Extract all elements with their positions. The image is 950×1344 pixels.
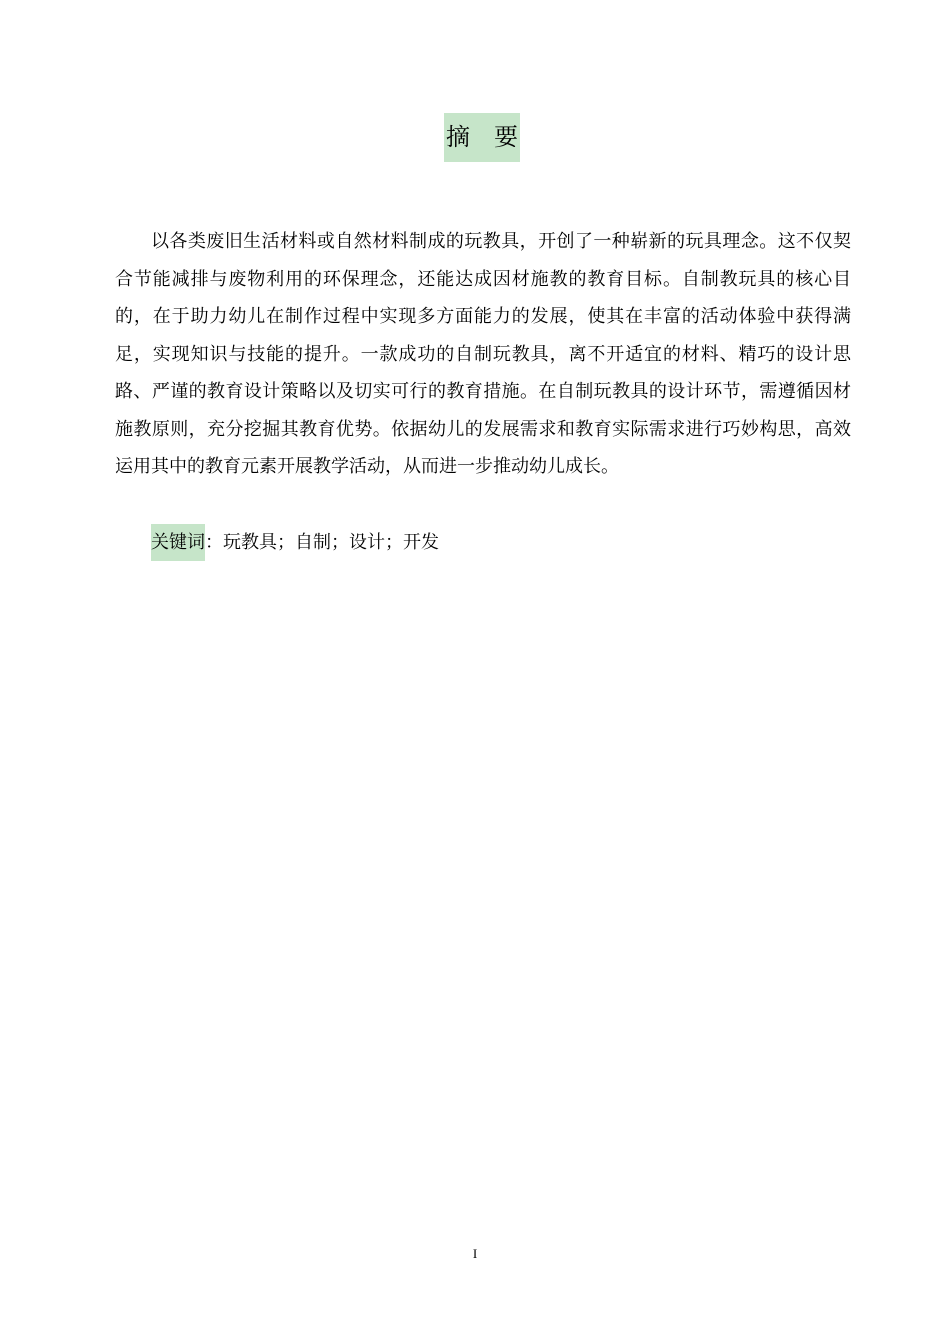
abstract-paragraph: 以各类废旧生活材料或自然材料制成的玩教具，开创了一种崭新的玩具理念。这不仅契合节能减排与废物利用的环保理念，还能达成因材施教的教育目标。自制教玩具的核心目的，在于助力幼儿在制作过程中实现多方面能力的发展，使其在丰富的活动体验中获得满足，实现知识与技能的提升。一款成功的自制玩教具，离不开适宜的材料、精巧的设计思路、严谨的教育设计策略以及切实可行的教育措施。在自制玩教具的设计环节，需遵循因材施教原则，充分挖掘其教育优势。依据幼儿的发展需求和教育实际需求进行巧妙构思，高效运用其中的教育元素开展教学活动，从而进一步推动幼儿成长。 <box>115 231 851 477</box>
abstract-title: 摘 要 <box>444 113 520 162</box>
keywords-line <box>151 524 439 561</box>
keywords-label: 关键词 <box>151 524 205 561</box>
page-number: I <box>472 1246 478 1261</box>
title-container <box>0 113 950 162</box>
keywords-list: ：玩教具；自制；设计；开发 <box>205 532 439 553</box>
